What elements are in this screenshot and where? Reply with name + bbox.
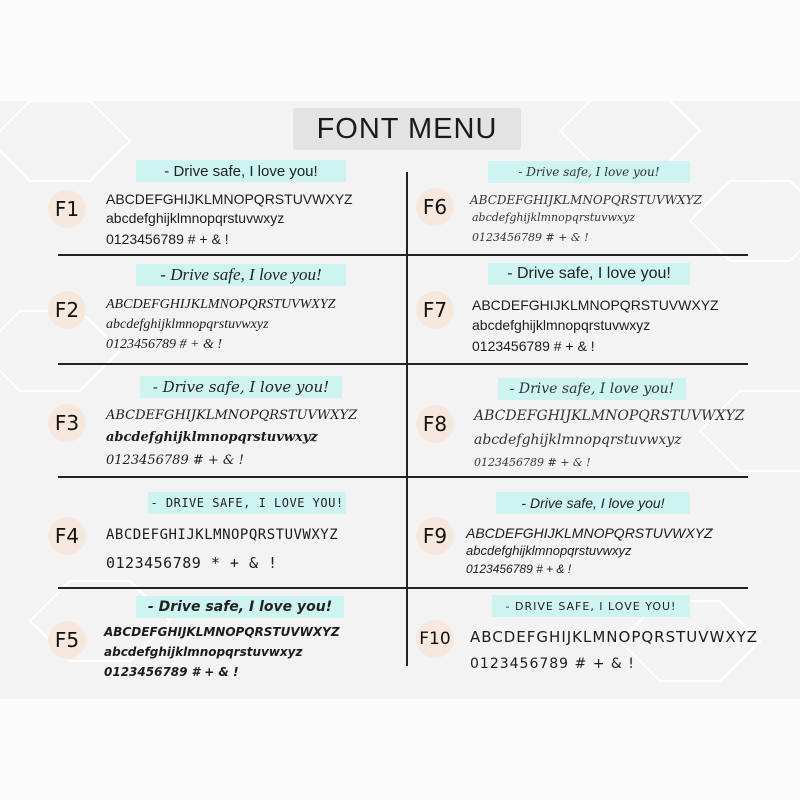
font-lowercase-f7: abcdefghijklmnopqrstuvwxyz [472,317,651,333]
font-lowercase-f5: abcdefghijklmnopqrstuvwxyz [104,645,303,659]
font-sample-f3: - Drive safe, I love you! [140,376,342,398]
font-uppercase-f7: ABCDEFGHIJKLMNOPQRSTUVWXYZ [472,297,719,313]
font-digits-f6: 0123456789 # + & ! [472,231,589,244]
font-lowercase-f9: abcdefghijklmnopqrstuvwxyz [466,543,632,558]
font-digits-f2: 0123456789 # + & ! [106,337,222,352]
font-digits-f5: 0123456789 # + & ! [104,665,239,679]
font-digits-f3: 0123456789 # + & ! [106,453,244,468]
font-uppercase-f5: ABCDEFGHIJKLMNOPQRSTUVWXYZ [104,625,340,639]
font-lowercase-f2: abcdefghijklmnopqrstuvwxyz [106,317,269,332]
row-divider [58,363,748,365]
font-uppercase-f3: ABCDEFGHIJKLMNOPQRSTUVWXYZ [106,408,358,423]
font-sample-f6: - Drive safe, I love you! [488,161,690,183]
font-digits-f10: 0123456789 # + & ! [470,656,635,672]
font-lowercase-f1: abcdefghijklmnopqrstuvwxyz [106,210,285,226]
font-digits-f9: 0123456789 # + & ! [466,562,572,576]
font-uppercase-f8: ABCDEFGHIJKLMNOPQRSTUVWXYZ [474,408,745,424]
font-sample-f1: - Drive safe, I love you! [136,160,346,182]
font-digits-f1: 0123456789 # + & ! [106,231,229,247]
font-sample-f10: - DRIVE SAFE, I LOVE YOU! [492,595,690,617]
font-sample-f2: - Drive safe, I love you! [136,264,346,286]
font-uppercase-f2: ABCDEFGHIJKLMNOPQRSTUVWXYZ [106,297,336,312]
column-divider [406,172,408,666]
font-badge-f1: F1 [48,190,86,228]
font-sample-f5: - Drive safe, I love you! [136,596,344,618]
font-lowercase-f6: abcdefghijklmnopqrstuvwxyz [472,211,636,224]
row-divider [58,587,748,589]
font-sample-f4: - DRIVE SAFE, I LOVE YOU! [148,492,346,514]
font-sample-f8: - Drive safe, I love you! [498,378,686,400]
font-badge-f3: F3 [48,404,86,442]
font-uppercase-f10: ABCDEFGHIJKLMNOPQRSTUVWXYZ [470,628,759,646]
font-badge-f6: F6 [416,188,454,226]
font-badge-f4: F4 [48,517,86,555]
font-digits-f4: 0123456789 * + & ! [106,554,278,572]
font-badge-f10: F10 [416,620,454,658]
font-sample-f9: - Drive safe, I love you! [496,492,690,514]
font-badge-f7: F7 [416,291,454,329]
page-title: FONT MENU [293,108,521,150]
font-digits-f8: 0123456789 # + & ! [474,456,591,469]
font-badge-f2: F2 [48,291,86,329]
font-uppercase-f4: ABCDEFGHIJKLMNOPQRSTUVWXYZ [106,527,339,543]
font-uppercase-f9: ABCDEFGHIJKLMNOPQRSTUVWXYZ [466,525,713,541]
font-badge-f9: F9 [416,517,454,555]
font-uppercase-f6: ABCDEFGHIJKLMNOPQRSTUVWXYZ [470,193,702,207]
font-lowercase-f8: abcdefghijklmnopqrstuvwxyz [474,432,682,448]
font-sample-f7: - Drive safe, I love you! [488,263,690,285]
font-lowercase-f3: abcdefghijklmnopqrstuvwxyz [106,430,318,445]
font-uppercase-f1: ABCDEFGHIJKLMNOPQRSTUVWXYZ [106,191,353,207]
font-badge-f8: F8 [416,405,454,443]
row-divider [58,476,748,478]
font-badge-f5: F5 [48,621,86,659]
font-digits-f7: 0123456789 # + & ! [472,338,595,354]
row-divider [58,254,748,256]
